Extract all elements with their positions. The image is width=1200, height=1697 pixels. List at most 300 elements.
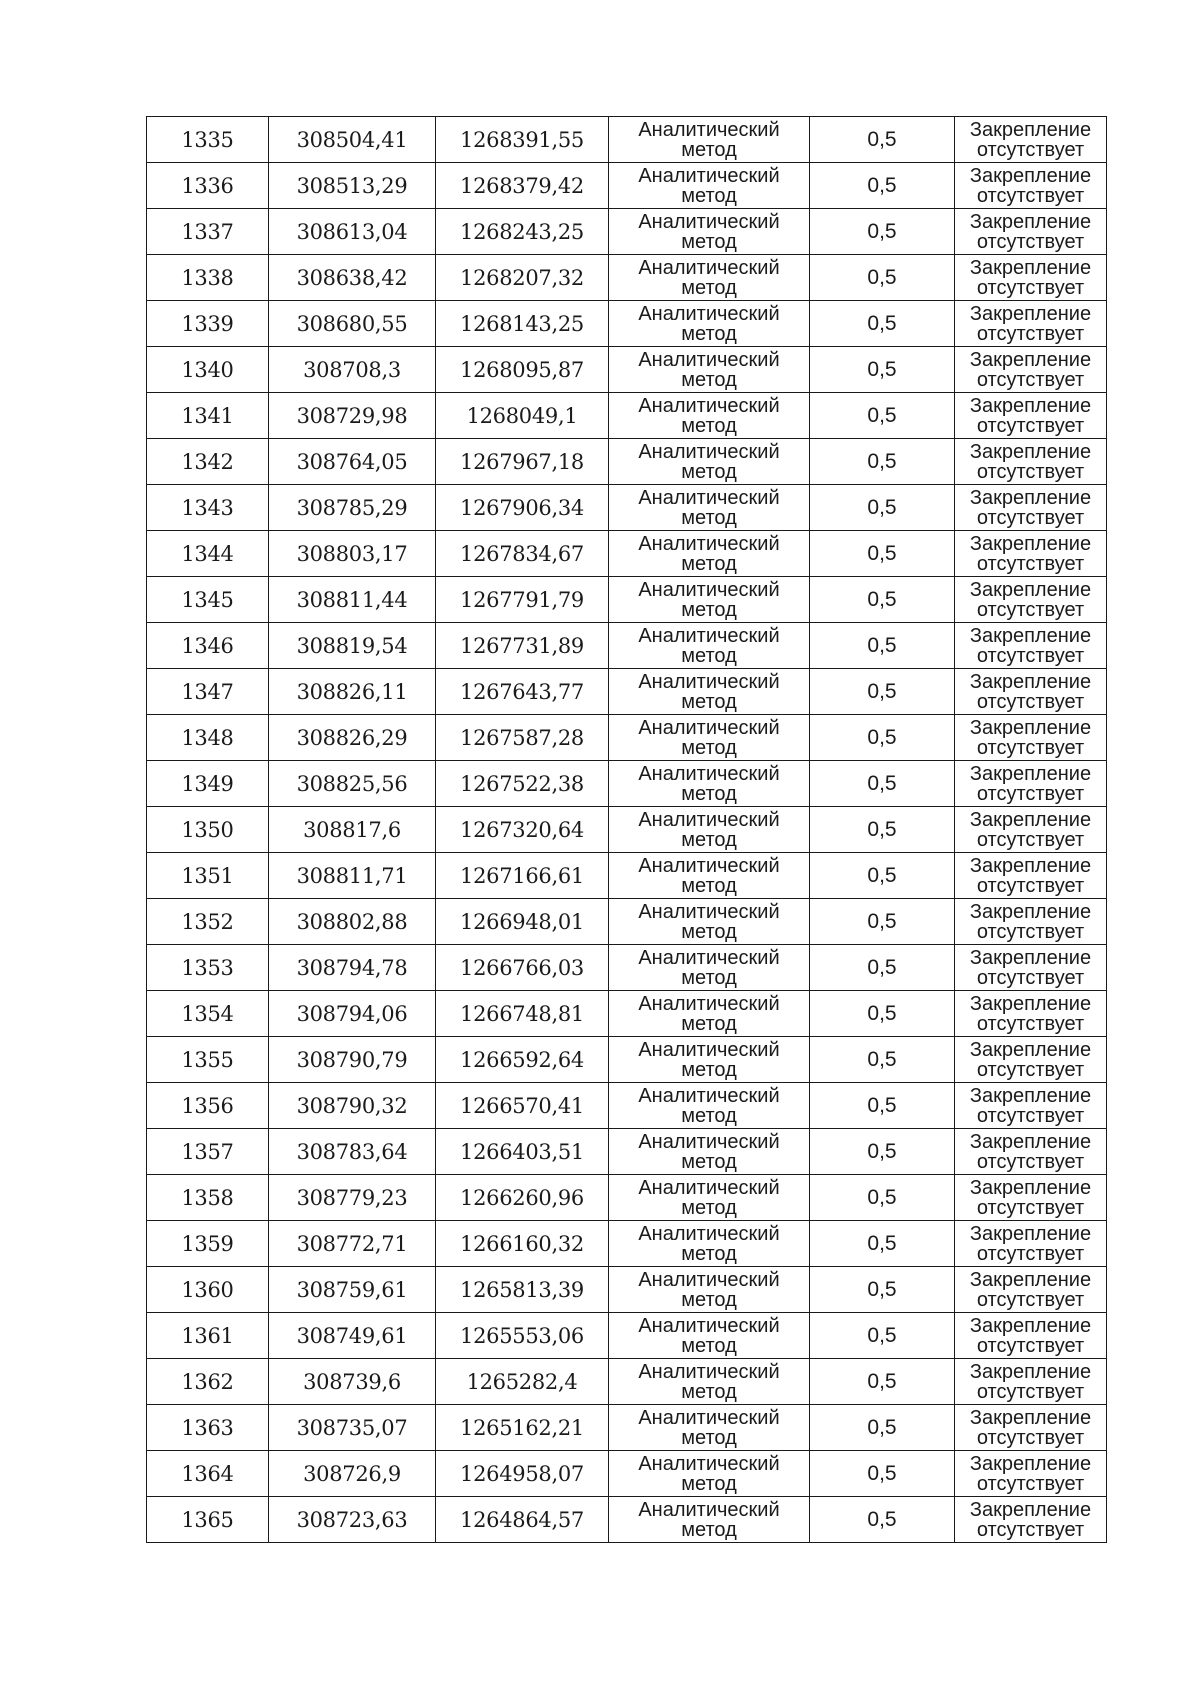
method-line-1: Аналитический [638, 946, 780, 969]
fixing-line-1: Закрепление [969, 854, 1092, 877]
method-cell [609, 531, 810, 577]
table-row [147, 209, 1107, 255]
y-coordinate-cell: 1264958,07 [436, 1451, 609, 1497]
x-coordinate-cell: 308749,61 [269, 1313, 436, 1359]
x-coordinate-cell: 308819,54 [269, 623, 436, 669]
fixing-line-2: отсутствует [976, 920, 1085, 943]
point-number-cell: 1352 [147, 899, 269, 945]
fixing-cell [955, 1221, 1107, 1267]
method-line-2: метод [681, 920, 737, 943]
accuracy-cell: 0,5 [810, 669, 955, 715]
method-cell [609, 1405, 810, 1451]
point-number-cell: 1354 [147, 991, 269, 1037]
accuracy-cell: 0,5 [810, 715, 955, 761]
method-cell [609, 807, 810, 853]
accuracy-cell: 0,5 [810, 531, 955, 577]
fixing-line-2: отсутствует [976, 230, 1085, 253]
method-line-1: Аналитический [638, 1038, 780, 1061]
fixing-line-1: Закрепление [969, 992, 1092, 1015]
method-line-2: метод [681, 1196, 737, 1219]
y-coordinate-cell: 1266592,64 [436, 1037, 609, 1083]
accuracy-cell: 0,5 [810, 1175, 955, 1221]
point-number-cell: 1336 [147, 163, 269, 209]
accuracy-cell: 0,5 [810, 1313, 955, 1359]
fixing-line-2: отсутствует [976, 1518, 1085, 1541]
method-line-1: Аналитический [638, 486, 780, 509]
x-coordinate-cell: 308513,29 [269, 163, 436, 209]
fixing-cell [955, 1267, 1107, 1313]
method-line-2: метод [681, 874, 737, 897]
method-line-1: Аналитический [638, 1498, 780, 1521]
fixing-line-1: Закрепление [969, 1498, 1092, 1521]
fixing-line-1: Закрепление [969, 1038, 1092, 1061]
fixing-line-2: отсутствует [976, 138, 1085, 161]
x-coordinate-cell: 308802,88 [269, 899, 436, 945]
point-number-cell: 1344 [147, 531, 269, 577]
point-number-cell: 1365 [147, 1497, 269, 1543]
accuracy-cell: 0,5 [810, 209, 955, 255]
point-number-cell: 1340 [147, 347, 269, 393]
table-row [147, 807, 1107, 853]
method-cell [609, 1037, 810, 1083]
fixing-line-2: отсутствует [976, 874, 1085, 897]
x-coordinate-cell: 308772,71 [269, 1221, 436, 1267]
accuracy-cell: 0,5 [810, 1037, 955, 1083]
point-number-cell: 1358 [147, 1175, 269, 1221]
x-coordinate-cell: 308811,44 [269, 577, 436, 623]
point-number-cell: 1353 [147, 945, 269, 991]
fixing-line-2: отсутствует [976, 1150, 1085, 1173]
x-coordinate-cell: 308613,04 [269, 209, 436, 255]
method-line-2: метод [681, 1150, 737, 1173]
method-line-2: метод [681, 1518, 737, 1541]
y-coordinate-cell: 1265162,21 [436, 1405, 609, 1451]
method-line-1: Аналитический [638, 900, 780, 923]
table-row [147, 439, 1107, 485]
fixing-line-2: отсутствует [976, 644, 1085, 667]
method-line-1: Аналитический [638, 1360, 780, 1383]
method-line-1: Аналитический [638, 1222, 780, 1245]
fixing-cell [955, 255, 1107, 301]
fixing-cell [955, 1083, 1107, 1129]
method-cell [609, 1129, 810, 1175]
fixing-line-2: отсутствует [976, 690, 1085, 713]
fixing-line-2: отсутствует [976, 1334, 1085, 1357]
x-coordinate-cell: 308779,23 [269, 1175, 436, 1221]
method-line-2: метод [681, 1472, 737, 1495]
table-row [147, 393, 1107, 439]
fixing-line-2: отсутствует [976, 1104, 1085, 1127]
fixing-cell [955, 899, 1107, 945]
method-line-2: метод [681, 782, 737, 805]
y-coordinate-cell: 1266570,41 [436, 1083, 609, 1129]
fixing-line-1: Закрепление [969, 578, 1092, 601]
y-coordinate-cell: 1265553,06 [436, 1313, 609, 1359]
x-coordinate-cell: 308811,71 [269, 853, 436, 899]
fixing-line-1: Закрепление [969, 348, 1092, 371]
y-coordinate-cell: 1267731,89 [436, 623, 609, 669]
x-coordinate-cell: 308708,3 [269, 347, 436, 393]
method-cell [609, 1451, 810, 1497]
x-coordinate-cell: 308817,6 [269, 807, 436, 853]
x-coordinate-cell: 308764,05 [269, 439, 436, 485]
table-row [147, 1083, 1107, 1129]
point-number-cell: 1343 [147, 485, 269, 531]
method-line-2: метод [681, 184, 737, 207]
fixing-cell [955, 1175, 1107, 1221]
fixing-cell [955, 1037, 1107, 1083]
table-row [147, 623, 1107, 669]
point-number-cell: 1339 [147, 301, 269, 347]
x-coordinate-cell: 308739,6 [269, 1359, 436, 1405]
method-line-2: метод [681, 460, 737, 483]
method-cell [609, 301, 810, 347]
fixing-line-1: Закрепление [969, 118, 1092, 141]
fixing-line-2: отсутствует [976, 1242, 1085, 1265]
table-row [147, 577, 1107, 623]
table-row [147, 347, 1107, 393]
y-coordinate-cell: 1267967,18 [436, 439, 609, 485]
point-number-cell: 1342 [147, 439, 269, 485]
accuracy-cell: 0,5 [810, 439, 955, 485]
fixing-line-2: отсутствует [976, 782, 1085, 805]
method-line-2: метод [681, 1104, 737, 1127]
accuracy-cell: 0,5 [810, 1129, 955, 1175]
method-line-2: метод [681, 138, 737, 161]
y-coordinate-cell: 1268243,25 [436, 209, 609, 255]
y-coordinate-cell: 1267834,67 [436, 531, 609, 577]
fixing-line-1: Закрепление [969, 302, 1092, 325]
fixing-line-2: отсутствует [976, 1058, 1085, 1081]
fixing-line-1: Закрепление [969, 808, 1092, 831]
x-coordinate-cell: 308783,64 [269, 1129, 436, 1175]
table-row [147, 1221, 1107, 1267]
accuracy-cell: 0,5 [810, 1451, 955, 1497]
fixing-line-1: Закрепление [969, 1406, 1092, 1429]
fixing-cell [955, 347, 1107, 393]
method-line-2: метод [681, 1426, 737, 1449]
fixing-cell [955, 439, 1107, 485]
fixing-line-1: Закрепление [969, 1130, 1092, 1153]
method-line-2: метод [681, 506, 737, 529]
method-cell [609, 1083, 810, 1129]
point-number-cell: 1364 [147, 1451, 269, 1497]
accuracy-cell: 0,5 [810, 347, 955, 393]
point-number-cell: 1350 [147, 807, 269, 853]
method-line-1: Аналитический [638, 1130, 780, 1153]
method-line-2: метод [681, 1058, 737, 1081]
point-number-cell: 1341 [147, 393, 269, 439]
table-row [147, 715, 1107, 761]
method-line-2: метод [681, 276, 737, 299]
fixing-line-1: Закрепление [969, 1360, 1092, 1383]
method-line-1: Аналитический [638, 1268, 780, 1291]
table-row [147, 1037, 1107, 1083]
point-number-cell: 1359 [147, 1221, 269, 1267]
fixing-cell [955, 1359, 1107, 1405]
fixing-line-2: отсутствует [976, 1288, 1085, 1311]
point-number-cell: 1345 [147, 577, 269, 623]
y-coordinate-cell: 1265282,4 [436, 1359, 609, 1405]
method-cell [609, 163, 810, 209]
table-row [147, 255, 1107, 301]
fixing-line-1: Закрепление [969, 1222, 1092, 1245]
x-coordinate-cell: 308785,29 [269, 485, 436, 531]
method-cell [609, 761, 810, 807]
method-line-1: Аналитический [638, 532, 780, 555]
table-row [147, 301, 1107, 347]
method-line-2: метод [681, 644, 737, 667]
table-row [147, 1313, 1107, 1359]
fixing-line-2: отсутствует [976, 1380, 1085, 1403]
table-row [147, 1451, 1107, 1497]
method-line-1: Аналитический [638, 394, 780, 417]
method-cell [609, 1313, 810, 1359]
method-cell [609, 991, 810, 1037]
fixing-line-1: Закрепление [969, 440, 1092, 463]
point-number-cell: 1348 [147, 715, 269, 761]
fixing-line-1: Закрепление [969, 210, 1092, 233]
method-line-2: метод [681, 368, 737, 391]
y-coordinate-cell: 1266748,81 [436, 991, 609, 1037]
method-cell [609, 485, 810, 531]
y-coordinate-cell: 1268379,42 [436, 163, 609, 209]
fixing-cell [955, 623, 1107, 669]
method-line-1: Аналитический [638, 1314, 780, 1337]
method-line-1: Аналитический [638, 1452, 780, 1475]
accuracy-cell: 0,5 [810, 991, 955, 1037]
fixing-line-2: отсутствует [976, 966, 1085, 989]
x-coordinate-cell: 308826,29 [269, 715, 436, 761]
accuracy-cell: 0,5 [810, 1497, 955, 1543]
method-cell [609, 209, 810, 255]
table-row [147, 761, 1107, 807]
accuracy-cell: 0,5 [810, 577, 955, 623]
y-coordinate-cell: 1268049,1 [436, 393, 609, 439]
accuracy-cell: 0,5 [810, 393, 955, 439]
fixing-line-1: Закрепление [969, 762, 1092, 785]
x-coordinate-cell: 308790,79 [269, 1037, 436, 1083]
table-row [147, 853, 1107, 899]
method-cell [609, 669, 810, 715]
y-coordinate-cell: 1266766,03 [436, 945, 609, 991]
accuracy-cell: 0,5 [810, 1405, 955, 1451]
y-coordinate-cell: 1267906,34 [436, 485, 609, 531]
method-cell [609, 1497, 810, 1543]
table-row [147, 1129, 1107, 1175]
accuracy-cell: 0,5 [810, 1359, 955, 1405]
fixing-line-2: отсутствует [976, 368, 1085, 391]
fixing-line-1: Закрепление [969, 1176, 1092, 1199]
x-coordinate-cell: 308759,61 [269, 1267, 436, 1313]
method-line-2: метод [681, 1288, 737, 1311]
fixing-line-2: отсутствует [976, 552, 1085, 575]
fixing-line-1: Закрепление [969, 1452, 1092, 1475]
fixing-line-1: Закрепление [969, 900, 1092, 923]
x-coordinate-cell: 308794,78 [269, 945, 436, 991]
table-row [147, 117, 1107, 163]
method-line-1: Аналитический [638, 1176, 780, 1199]
x-coordinate-cell: 308504,41 [269, 117, 436, 163]
table-row [147, 485, 1107, 531]
fixing-line-1: Закрепление [969, 532, 1092, 555]
method-line-1: Аналитический [638, 854, 780, 877]
method-cell [609, 1359, 810, 1405]
table-row [147, 1405, 1107, 1451]
fixing-line-2: отсутствует [976, 828, 1085, 851]
table-row [147, 531, 1107, 577]
fixing-cell [955, 669, 1107, 715]
y-coordinate-cell: 1268391,55 [436, 117, 609, 163]
table-row [147, 163, 1107, 209]
fixing-line-2: отсутствует [976, 276, 1085, 299]
table-row [147, 1267, 1107, 1313]
fixing-line-1: Закрепление [969, 394, 1092, 417]
method-line-2: метод [681, 690, 737, 713]
accuracy-cell: 0,5 [810, 1221, 955, 1267]
fixing-cell [955, 1451, 1107, 1497]
fixing-cell [955, 531, 1107, 577]
accuracy-cell: 0,5 [810, 945, 955, 991]
method-cell [609, 393, 810, 439]
table-row [147, 669, 1107, 715]
fixing-cell [955, 807, 1107, 853]
method-line-1: Аналитический [638, 808, 780, 831]
method-cell [609, 623, 810, 669]
fixing-line-1: Закрепление [969, 670, 1092, 693]
method-cell [609, 1221, 810, 1267]
fixing-line-2: отсутствует [976, 184, 1085, 207]
method-line-2: метод [681, 1380, 737, 1403]
accuracy-cell: 0,5 [810, 853, 955, 899]
accuracy-cell: 0,5 [810, 623, 955, 669]
x-coordinate-cell: 308723,63 [269, 1497, 436, 1543]
y-coordinate-cell: 1268095,87 [436, 347, 609, 393]
method-line-2: метод [681, 1334, 737, 1357]
y-coordinate-cell: 1268143,25 [436, 301, 609, 347]
accuracy-cell: 0,5 [810, 485, 955, 531]
fixing-line-1: Закрепление [969, 164, 1092, 187]
fixing-line-1: Закрепление [969, 486, 1092, 509]
method-line-2: метод [681, 322, 737, 345]
y-coordinate-cell: 1267643,77 [436, 669, 609, 715]
point-number-cell: 1347 [147, 669, 269, 715]
point-number-cell: 1357 [147, 1129, 269, 1175]
y-coordinate-cell: 1267791,79 [436, 577, 609, 623]
fixing-cell [955, 715, 1107, 761]
fixing-line-1: Закрепление [969, 716, 1092, 739]
method-line-1: Аналитический [638, 716, 780, 739]
y-coordinate-cell: 1265813,39 [436, 1267, 609, 1313]
accuracy-cell: 0,5 [810, 1083, 955, 1129]
fixing-line-2: отсутствует [976, 1472, 1085, 1495]
fixing-line-2: отсутствует [976, 598, 1085, 621]
fixing-line-1: Закрепление [969, 1314, 1092, 1337]
method-cell [609, 347, 810, 393]
method-cell [609, 577, 810, 623]
fixing-line-2: отсутствует [976, 1426, 1085, 1449]
y-coordinate-cell: 1266948,01 [436, 899, 609, 945]
method-line-1: Аналитический [638, 578, 780, 601]
method-cell [609, 1175, 810, 1221]
fixing-cell [955, 853, 1107, 899]
fixing-cell [955, 577, 1107, 623]
table-row [147, 945, 1107, 991]
fixing-line-2: отсутствует [976, 1012, 1085, 1035]
fixing-line-1: Закрепление [969, 946, 1092, 969]
point-number-cell: 1360 [147, 1267, 269, 1313]
fixing-cell [955, 1129, 1107, 1175]
method-line-1: Аналитический [638, 762, 780, 785]
point-number-cell: 1351 [147, 853, 269, 899]
point-number-cell: 1361 [147, 1313, 269, 1359]
point-number-cell: 1363 [147, 1405, 269, 1451]
y-coordinate-cell: 1267166,61 [436, 853, 609, 899]
x-coordinate-cell: 308803,17 [269, 531, 436, 577]
fixing-line-1: Закрепление [969, 1084, 1092, 1107]
method-line-1: Аналитический [638, 164, 780, 187]
x-coordinate-cell: 308680,55 [269, 301, 436, 347]
fixing-cell [955, 991, 1107, 1037]
method-cell [609, 1267, 810, 1313]
method-line-1: Аналитический [638, 992, 780, 1015]
fixing-cell [955, 301, 1107, 347]
y-coordinate-cell: 1266403,51 [436, 1129, 609, 1175]
method-line-2: метод [681, 552, 737, 575]
fixing-cell [955, 163, 1107, 209]
method-line-1: Аналитический [638, 440, 780, 463]
x-coordinate-cell: 308726,9 [269, 1451, 436, 1497]
table-row [147, 1497, 1107, 1543]
fixing-line-2: отсутствует [976, 736, 1085, 759]
method-line-2: метод [681, 598, 737, 621]
point-number-cell: 1362 [147, 1359, 269, 1405]
fixing-cell [955, 117, 1107, 163]
table-row [147, 1359, 1107, 1405]
fixing-cell [955, 1313, 1107, 1359]
method-cell [609, 439, 810, 485]
x-coordinate-cell: 308825,56 [269, 761, 436, 807]
accuracy-cell: 0,5 [810, 163, 955, 209]
method-line-1: Аналитический [638, 256, 780, 279]
accuracy-cell: 0,5 [810, 807, 955, 853]
x-coordinate-cell: 308729,98 [269, 393, 436, 439]
point-number-cell: 1337 [147, 209, 269, 255]
x-coordinate-cell: 308794,06 [269, 991, 436, 1037]
method-line-2: метод [681, 828, 737, 851]
method-cell [609, 899, 810, 945]
table-row [147, 899, 1107, 945]
method-cell [609, 117, 810, 163]
y-coordinate-cell: 1266260,96 [436, 1175, 609, 1221]
x-coordinate-cell: 308826,11 [269, 669, 436, 715]
fixing-cell [955, 209, 1107, 255]
fixing-line-2: отсутствует [976, 322, 1085, 345]
accuracy-cell: 0,5 [810, 255, 955, 301]
method-line-1: Аналитический [638, 302, 780, 325]
accuracy-cell: 0,5 [810, 899, 955, 945]
accuracy-cell: 0,5 [810, 301, 955, 347]
fixing-cell [955, 393, 1107, 439]
table-body [147, 117, 1107, 1543]
fixing-cell [955, 485, 1107, 531]
fixing-line-2: отсутствует [976, 460, 1085, 483]
method-cell [609, 853, 810, 899]
method-line-1: Аналитический [638, 1406, 780, 1429]
fixing-line-2: отсутствует [976, 414, 1085, 437]
fixing-line-1: Закрепление [969, 256, 1092, 279]
y-coordinate-cell: 1268207,32 [436, 255, 609, 301]
